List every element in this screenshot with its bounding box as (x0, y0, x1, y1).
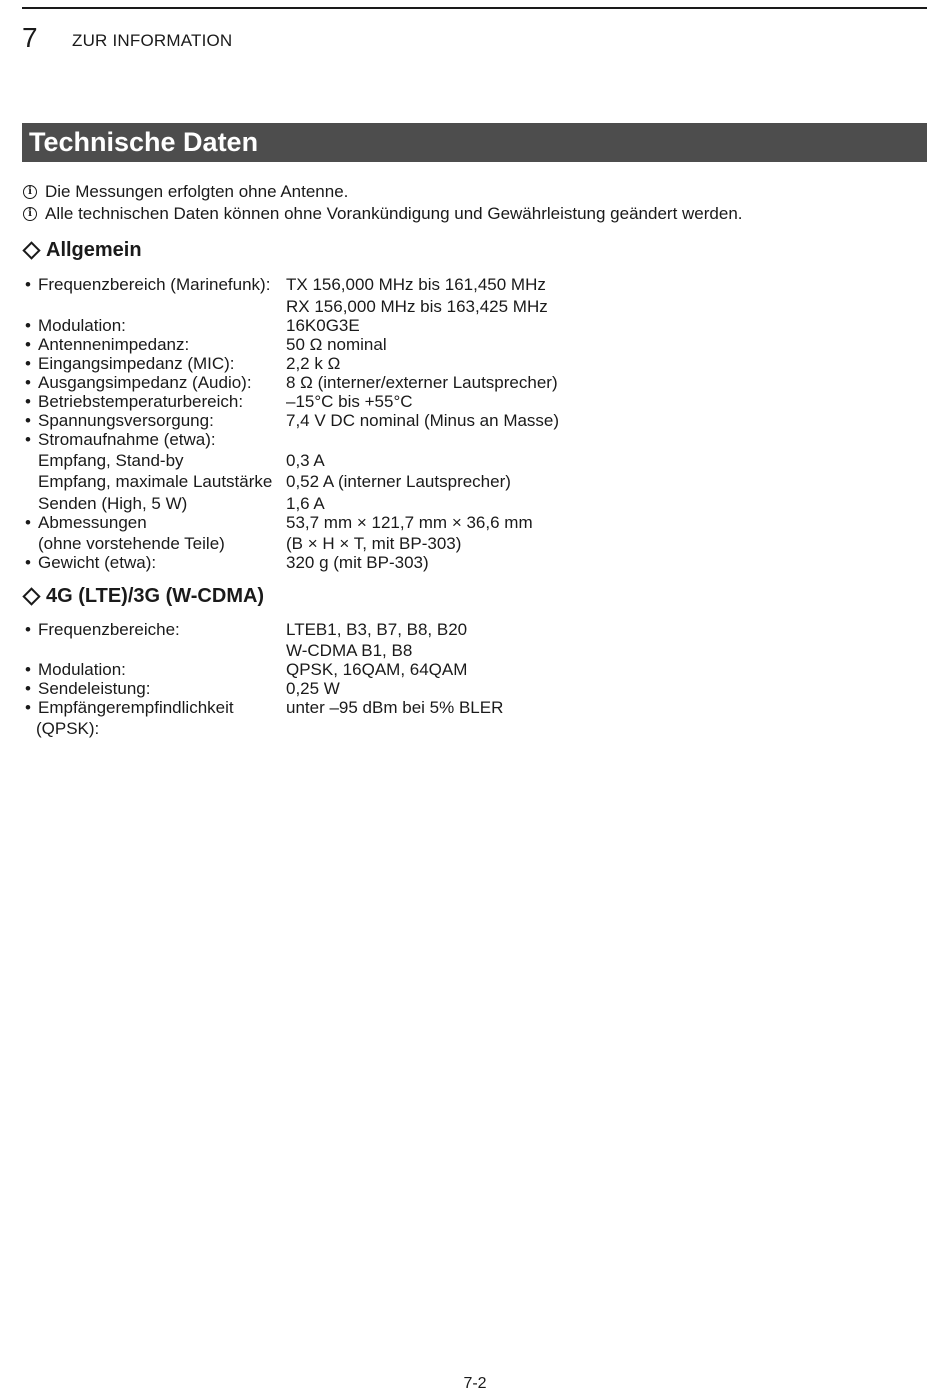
spec-value: QPSK, 16QAM, 64QAM (286, 660, 468, 679)
spec-value: LTEB1, B3, B7, B8, B20 (286, 620, 468, 639)
info-icon: i (23, 185, 37, 199)
spec-value: RX 156,000 MHz bis 163,425 MHz (286, 297, 548, 316)
diamond-icon (22, 241, 40, 259)
spec-label: • Antennenimpedanz: (25, 335, 190, 354)
note-text: Alle technischen Daten können ohne Vorankündigung und Gewährleistung geändert werden. (45, 204, 743, 223)
note (23, 181, 743, 203)
spec-value: TX 156,000 MHz bis 161,450 MHz (286, 275, 546, 294)
spec-label: • Spannungsversorgung: (25, 411, 214, 430)
spec-label: Senden (High, 5 W) (38, 494, 188, 513)
page-number: 7-2 (463, 1375, 487, 1392)
spec-label: • Ausgangsimpedanz (Audio): (25, 373, 252, 392)
spec-label: • Abmessungen (25, 513, 147, 532)
spec-value: 50 Ω nominal (286, 335, 387, 354)
spec-label: • Eingangsimpedanz (MIC): (25, 354, 235, 373)
spec-value: W-CDMA B1, B8 (286, 641, 413, 660)
spec-value: 2,2 k Ω (286, 354, 341, 373)
spec-value: 7,4 V DC nominal (Minus an Masse) (286, 411, 560, 430)
page-title: Technische Daten (22, 123, 927, 162)
chapter-number: 7 (22, 22, 38, 53)
section-heading-text: Allgemein (46, 239, 142, 261)
spec-label: • Gewicht (etwa): (25, 553, 157, 572)
spec-value: 53,7 mm × 121,7 mm × 36,6 mm (286, 513, 533, 532)
notes (23, 181, 743, 225)
note (23, 203, 743, 225)
spec-label: • Stromaufnahme (etwa): (25, 430, 216, 449)
spec-label: • Sendeleistung: (25, 679, 151, 698)
spec-label: • Betriebstemperaturbereich: (25, 392, 244, 411)
diamond-icon (22, 587, 40, 605)
spec-value: –15°C bis +55°C (286, 392, 413, 411)
chapter-title: ZUR INFORMATION (72, 31, 233, 50)
spec-label: • Empfängerempfindlichkeit (25, 698, 234, 717)
spec-value: 320 g (mit BP-303) (286, 553, 429, 572)
note-text: Die Messungen erfolgten ohne Antenne. (45, 182, 349, 201)
spec-label: • Frequenzbereich (Marinefunk): (25, 275, 271, 294)
section-heading-text: 4G (LTE)/3G (W-CDMA) (46, 585, 265, 607)
spec-value: unter –95 dBm bei 5% BLER (286, 698, 504, 717)
spec-label: • Frequenzbereiche: (25, 620, 180, 639)
info-icon: i (23, 207, 37, 221)
spec-value: 0,52 A (interner Lautsprecher) (286, 472, 511, 491)
spec-value: (B × H × T, mit BP-303) (286, 534, 462, 553)
spec-value: 1,6 A (286, 494, 325, 513)
spec-value: 8 Ω (interner/externer Lautsprecher) (286, 373, 558, 392)
spec-value: 0,25 W (286, 679, 340, 698)
spec-value: 0,3 A (286, 451, 325, 470)
spec-value: 16K0G3E (286, 316, 360, 335)
spec-label: (QPSK): (36, 719, 100, 738)
section-heading-allgemein (22, 238, 142, 262)
section-heading-4g-3g (22, 584, 264, 608)
spec-label: (ohne vorstehende Teile) (38, 534, 225, 553)
spec-label: • Modulation: (25, 316, 126, 335)
spec-label: • Modulation: (25, 660, 126, 679)
spec-label: Empfang, Stand-by (38, 451, 184, 470)
top-rule (22, 7, 927, 9)
spec-label: Empfang, maximale Lautstärke (38, 472, 273, 491)
